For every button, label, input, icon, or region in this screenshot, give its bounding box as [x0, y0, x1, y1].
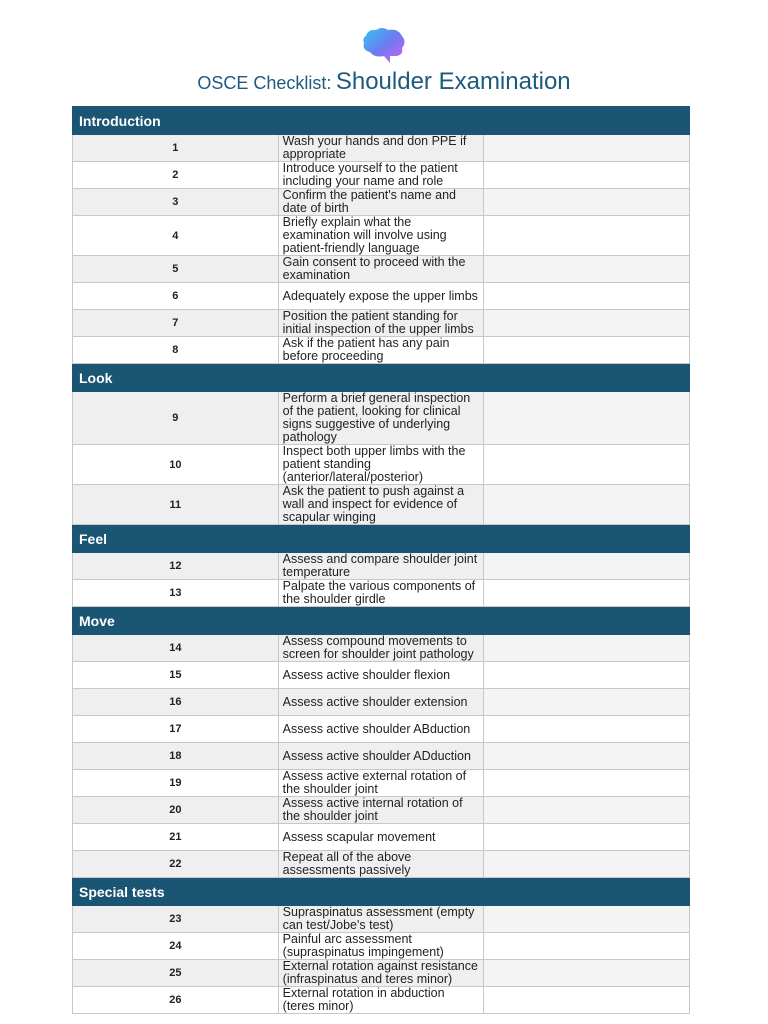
item-text: Gain consent to proceed with the examination	[278, 256, 484, 283]
check-box[interactable]	[484, 824, 690, 851]
checklist-row	[73, 716, 690, 743]
section-title: Introduction	[73, 107, 690, 135]
item-number: 17	[73, 716, 279, 743]
checklist-table	[72, 106, 690, 1014]
checklist-row	[73, 485, 690, 525]
checklist-row	[73, 906, 690, 933]
item-number: 11	[73, 485, 279, 525]
item-number: 12	[73, 553, 279, 580]
check-box[interactable]	[484, 216, 690, 256]
item-text: Assess compound movements to screen for shoulder joint pathology	[278, 635, 484, 662]
item-number: 14	[73, 635, 279, 662]
item-number: 20	[73, 797, 279, 824]
checklist-row	[73, 635, 690, 662]
section-header	[73, 107, 690, 135]
checklist-row	[73, 189, 690, 216]
check-box[interactable]	[484, 337, 690, 364]
check-box[interactable]	[484, 933, 690, 960]
check-box[interactable]	[484, 553, 690, 580]
item-text: Adequately expose the upper limbs	[278, 283, 484, 310]
section-title: Look	[73, 364, 690, 392]
item-number: 19	[73, 770, 279, 797]
checklist-row	[73, 392, 690, 445]
checklist-row	[73, 256, 690, 283]
item-text: Assess active shoulder ADduction	[278, 743, 484, 770]
check-box[interactable]	[484, 580, 690, 607]
checklist-row	[73, 310, 690, 337]
item-number: 16	[73, 689, 279, 716]
section-header	[73, 878, 690, 906]
check-box[interactable]	[484, 851, 690, 878]
check-box[interactable]	[484, 743, 690, 770]
check-box[interactable]	[484, 135, 690, 162]
section-title: Move	[73, 607, 690, 635]
check-box[interactable]	[484, 283, 690, 310]
item-number: 22	[73, 851, 279, 878]
check-box[interactable]	[484, 716, 690, 743]
item-text: Briefly explain what the examination will involve using patient-friendly language	[278, 216, 484, 256]
item-text: Confirm the patient's name and date of birth	[278, 189, 484, 216]
section-header	[73, 364, 690, 392]
check-box[interactable]	[484, 797, 690, 824]
checklist-row	[73, 770, 690, 797]
check-box[interactable]	[484, 770, 690, 797]
item-text: Supraspinatus assessment (empty can test/Jobe's test)	[278, 906, 484, 933]
item-number: 13	[73, 580, 279, 607]
item-text: Wash your hands and don PPE if appropriate	[278, 135, 484, 162]
item-text: Perform a brief general inspection of the patient, looking for clinical signs suggestive of underlying pathology	[278, 392, 484, 445]
item-text: Assess active shoulder ABduction	[278, 716, 484, 743]
item-number: 2	[73, 162, 279, 189]
item-text: Ask if the patient has any pain before proceeding	[278, 337, 484, 364]
item-number: 15	[73, 662, 279, 689]
checklist-row	[73, 797, 690, 824]
item-text: Assess active external rotation of the shoulder joint	[278, 770, 484, 797]
checklist-row	[73, 216, 690, 256]
check-box[interactable]	[484, 906, 690, 933]
item-text: Introduce yourself to the patient including your name and role	[278, 162, 484, 189]
item-text: Assess scapular movement	[278, 824, 484, 851]
checklist-row	[73, 283, 690, 310]
check-box[interactable]	[484, 392, 690, 445]
section-header	[73, 607, 690, 635]
item-text: Palpate the various components of the shoulder girdle	[278, 580, 484, 607]
checklist-row	[73, 851, 690, 878]
checklist-row	[73, 337, 690, 364]
item-number: 8	[73, 337, 279, 364]
item-number: 25	[73, 960, 279, 987]
checklist-row	[73, 743, 690, 770]
item-number: 10	[73, 445, 279, 485]
check-box[interactable]	[484, 635, 690, 662]
checklist-row	[73, 824, 690, 851]
checklist-row	[73, 135, 690, 162]
checklist-row	[73, 162, 690, 189]
checklist-row	[73, 987, 690, 1014]
brain-logo-icon	[360, 26, 408, 66]
checklist-row	[73, 933, 690, 960]
item-number: 23	[73, 906, 279, 933]
item-text: Position the patient standing for initial inspection of the upper limbs	[278, 310, 484, 337]
item-number: 9	[73, 392, 279, 445]
item-text: Inspect both upper limbs with the patient standing (anterior/lateral/posterior)	[278, 445, 484, 485]
item-text: Ask the patient to push against a wall and inspect for evidence of scapular winging	[278, 485, 484, 525]
checklist-row	[73, 553, 690, 580]
check-box[interactable]	[484, 485, 690, 525]
item-text: Assess active internal rotation of the shoulder joint	[278, 797, 484, 824]
section-title: Special tests	[73, 878, 690, 906]
item-number: 1	[73, 135, 279, 162]
check-box[interactable]	[484, 960, 690, 987]
item-text: Assess active shoulder flexion	[278, 662, 484, 689]
section-header	[73, 525, 690, 553]
item-text: External rotation against resistance (infraspinatus and teres minor)	[278, 960, 484, 987]
item-number: 18	[73, 743, 279, 770]
check-box[interactable]	[484, 987, 690, 1014]
item-text: Assess and compare shoulder joint temperature	[278, 553, 484, 580]
title-prefix: OSCE Checklist:	[197, 73, 332, 93]
checklist-row	[73, 689, 690, 716]
checklist-row	[73, 580, 690, 607]
item-number: 3	[73, 189, 279, 216]
item-number: 6	[73, 283, 279, 310]
item-text: External rotation in abduction (teres minor)	[278, 987, 484, 1014]
item-number: 4	[73, 216, 279, 256]
check-box[interactable]	[484, 189, 690, 216]
check-box[interactable]	[484, 310, 690, 337]
section-title: Feel	[73, 525, 690, 553]
checklist-row	[73, 662, 690, 689]
item-text: Assess active shoulder extension	[278, 689, 484, 716]
check-box[interactable]	[484, 162, 690, 189]
check-box[interactable]	[484, 689, 690, 716]
item-number: 5	[73, 256, 279, 283]
item-text: Painful arc assessment (supraspinatus impingement)	[278, 933, 484, 960]
item-number: 7	[73, 310, 279, 337]
title-main: Shoulder Examination	[335, 68, 571, 95]
check-box[interactable]	[484, 445, 690, 485]
check-box[interactable]	[484, 256, 690, 283]
item-number: 21	[73, 824, 279, 851]
item-text: Repeat all of the above assessments passively	[278, 851, 484, 878]
checklist-row	[73, 960, 690, 987]
page-title	[0, 68, 768, 96]
item-number: 26	[73, 987, 279, 1014]
check-box[interactable]	[484, 662, 690, 689]
item-number: 24	[73, 933, 279, 960]
checklist-row	[73, 445, 690, 485]
